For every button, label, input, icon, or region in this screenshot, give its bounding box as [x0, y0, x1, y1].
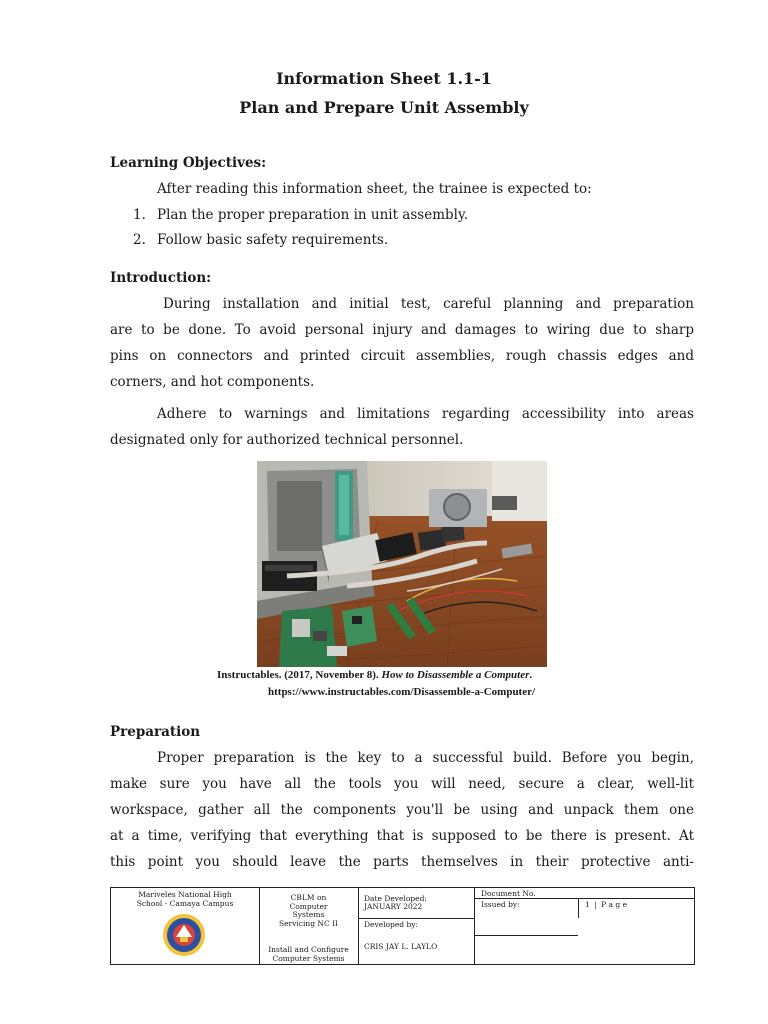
objectives-intro: After reading this information sheet, the trainee is expected to: — [157, 181, 592, 197]
date-developed-label: Date Developed: — [364, 894, 427, 903]
caption-period: . — [529, 669, 533, 681]
introduction-heading: Introduction: — [110, 270, 212, 286]
introduction-line: designated only for authorized technical personnel. — [110, 432, 464, 448]
preparation-line: at a time, verifying that everything that is supposed to be there is present. At — [110, 828, 694, 844]
page-number-value: 1 — [585, 900, 590, 909]
date-developed-value: JANUARY 2022 — [364, 902, 423, 911]
document-no-label: Document No. — [481, 889, 536, 898]
document-subtitle: Plan and Prepare Unit Assembly — [239, 98, 529, 117]
introduction-line: corners, and hot components. — [110, 374, 315, 390]
developed-by-label: Developed by: — [364, 920, 419, 929]
figure-caption — [217, 669, 532, 681]
school-name-line: School - Camaya Campus — [136, 898, 234, 908]
caption-title: How to Disassemble a Computer — [381, 669, 530, 681]
objective-number: 2. — [133, 232, 146, 248]
school-name-line: Mariveles National High — [138, 890, 232, 899]
preparation-line: workspace, gather all the components you'll be using and unpack them one — [110, 802, 694, 818]
module-line: Computer Systems — [272, 953, 345, 963]
introduction-line: During installation and initial test, careful planning and preparation — [163, 296, 694, 312]
issued-by-label: Issued by: — [481, 900, 520, 909]
document-title: Information Sheet 1.1-1 — [276, 69, 492, 88]
cblm-line: Systems — [292, 910, 325, 919]
cblm-line: CBLM on — [290, 893, 327, 902]
preparation-line: this point you should leave the parts themselves in their protective anti- — [110, 854, 694, 870]
module-line: Install and Configure — [268, 945, 349, 954]
page-word: P a g e — [601, 900, 628, 909]
preparation-line: make sure you have all the tools you will need, secure a clear, well-lit — [110, 776, 694, 792]
objective-item: Plan the proper preparation in unit assembly. — [157, 207, 469, 223]
objective-number: 1. — [133, 207, 146, 223]
introduction-line: Adhere to warnings and limitations regarding accessibility into areas — [157, 406, 694, 422]
cblm-title — [259, 894, 358, 928]
school-seal-logo — [162, 913, 206, 957]
preparation-line: Proper preparation is the key to a successful build. Before you begin, — [157, 750, 694, 766]
objective-item: Follow basic safety requirements. — [157, 232, 389, 248]
document-footer-table — [110, 887, 695, 965]
module-title — [259, 946, 358, 963]
preparation-heading: Preparation — [110, 724, 201, 740]
introduction-line: are to be done. To avoid personal injury and damages to wiring due to sharp — [110, 322, 694, 338]
cblm-line: Servicing NC II — [278, 918, 339, 928]
caption-url: https://www.instructables.com/Disassemble-a-Computer/ — [268, 686, 536, 698]
school-name — [111, 891, 259, 908]
introduction-line: pins on connectors and printed circuit assemblies, rough chassis edges and — [110, 348, 694, 364]
page-separator: | — [594, 900, 597, 909]
learning-objectives-heading: Learning Objectives: — [110, 155, 267, 171]
cblm-line: Computer — [289, 901, 328, 911]
developed-by-value: CRIS JAY L. LAYLO — [364, 942, 438, 951]
page-number — [585, 901, 627, 910]
disassembled-computer-photo — [257, 461, 547, 667]
caption-citation: Instructables. (2017, November 8). — [217, 669, 382, 681]
